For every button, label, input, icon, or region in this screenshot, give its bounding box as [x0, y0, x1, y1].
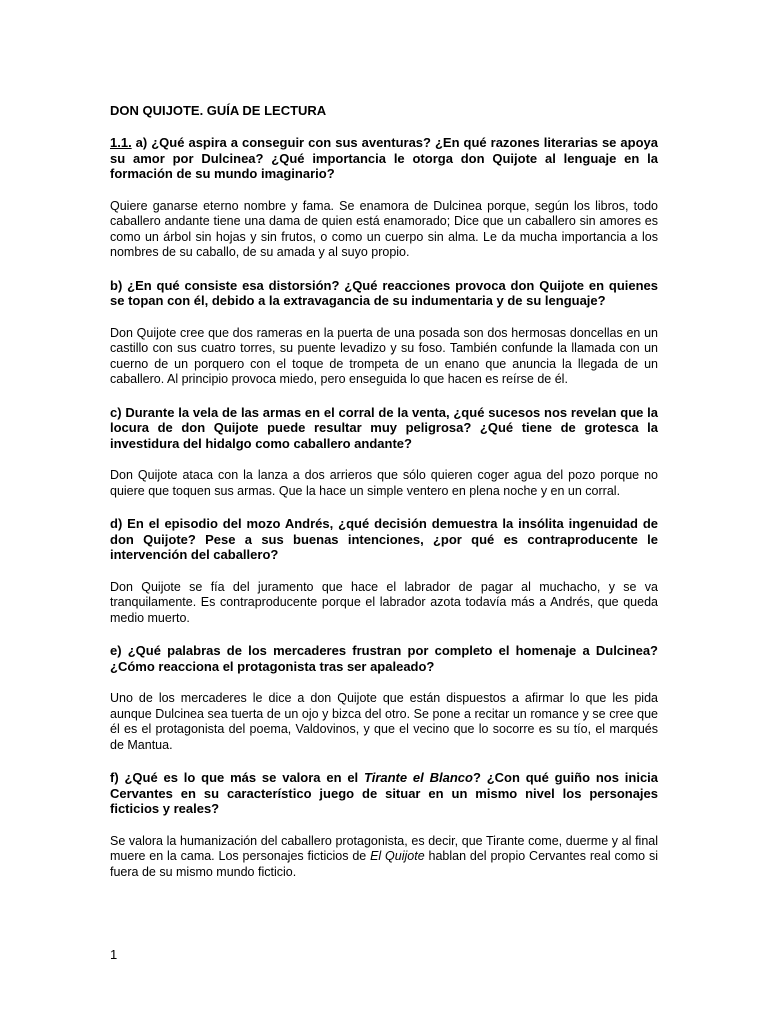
- answer-f-text-start: Se valora la humanización del caballero protagonista, es decir, que Tirante come, duerme y al final muere en la cama. Los personajes ficticios de: [110, 833, 658, 863]
- answer-a: Quiere ganarse eterno nombre y fama. Se enamora de Dulcinea porque, según los libros, todo caballero andante tiene una dama de quien está enamorado; Dice que un caballero sin amores es como un árbol sin hojas y sin frutos, o como un cuerpo sin alma. Le da mucha importancia a los nombres de su caballo, de su amada y al suyo propio.: [110, 198, 658, 259]
- question-f: [110, 770, 658, 817]
- question-a-text: a) ¿Qué aspira a conseguir con sus aventuras? ¿En qué razones literarias se apoya su amor por Dulcinea? ¿Qué importancia le otorga don Quijote al lenguaje en la formación de su mundo imaginario?: [110, 135, 658, 181]
- question-f-text-end: ? ¿Con qué guiño nos inicia Cervantes en su característico juego de situar en un mismo nivel los personajes ficticios y reales?: [110, 770, 659, 816]
- answer-c: Don Quijote ataca con la lanza a dos arrieros que sólo quieren coger agua del pozo porque no quiere que toquen sus armas. Que la hace un simple ventero en plena noche y en un corral.: [110, 468, 658, 498]
- answer-f-text-end: hablan del propio Cervantes real como si fuera de su mismo mundo ficticio.: [110, 849, 658, 879]
- question-number: 1.1.: [110, 135, 132, 150]
- document-body: [110, 103, 658, 897]
- question-b: b) ¿En qué consiste esa distorsión? ¿Qué reacciones provoca don Quijote en quienes se topan con él, debido a la extravagancia de su indumentaria y de su lenguaje?: [110, 277, 658, 308]
- question-f-book-title: Tirante el Blanco: [364, 770, 473, 785]
- answer-d: Don Quijote se fía del juramento que hace el labrador de pagar al muchacho, y se va tranquilamente. Es contraproducente porque el labrador azota todavía más a Andrés, que queda medio muerto.: [110, 579, 658, 625]
- question-f-text-start: f) ¿Qué es lo que más se valora en el: [110, 770, 364, 785]
- page-number: 1: [110, 947, 118, 962]
- answer-f: [110, 834, 658, 881]
- question-d: d) En el episodio del mozo Andrés, ¿qué decisión demuestra la insólita ingenuidad de don Quijote? Pese a sus buenas intenciones, ¿por qué es contraproducente le intervención del caballero?: [110, 516, 658, 562]
- question-a: [110, 135, 658, 182]
- answer-f-book-title: El Quijote: [370, 849, 425, 863]
- question-e: e) ¿Qué palabras de los mercaderes frustran por completo el homenaje a Dulcinea? ¿Cómo reacciona el protagonista tras ser apaleado?: [110, 643, 658, 674]
- question-c: c) Durante la vela de las armas en el corral de la venta, ¿qué sucesos nos revelan que la locura de don Quijote puede resultar muy peligrosa? ¿Qué tiene de grotesca la investidura del hidalgo como caballero andante?: [110, 404, 658, 451]
- answer-e: Uno de los mercaderes le dice a don Quijote que están dispuestos a afirmar lo que les pida aunque Dulcinea sea tuerta de un ojo y bizca del otro. Se pone a recitar un romance y se cree que él es el protagonista del poema, Valdovinos, y que el vecino que lo socorre es su tío, el marqués de Mantua.: [110, 691, 658, 752]
- answer-b: Don Quijote cree que dos rameras en la puerta de una posada son dos hermosas doncellas en un castillo con sus cuatro torres, su puente levadizo y su foso. También confunde la llamada con un cuerno de un porquero con el toque de trompeta de un enano que anuncia la llegada de un caballero. Al principio provoca miedo, pero enseguida lo que hacen es reírse de él.: [110, 325, 658, 386]
- document-title: DON QUIJOTE. GUÍA DE LECTURA: [110, 103, 327, 118]
